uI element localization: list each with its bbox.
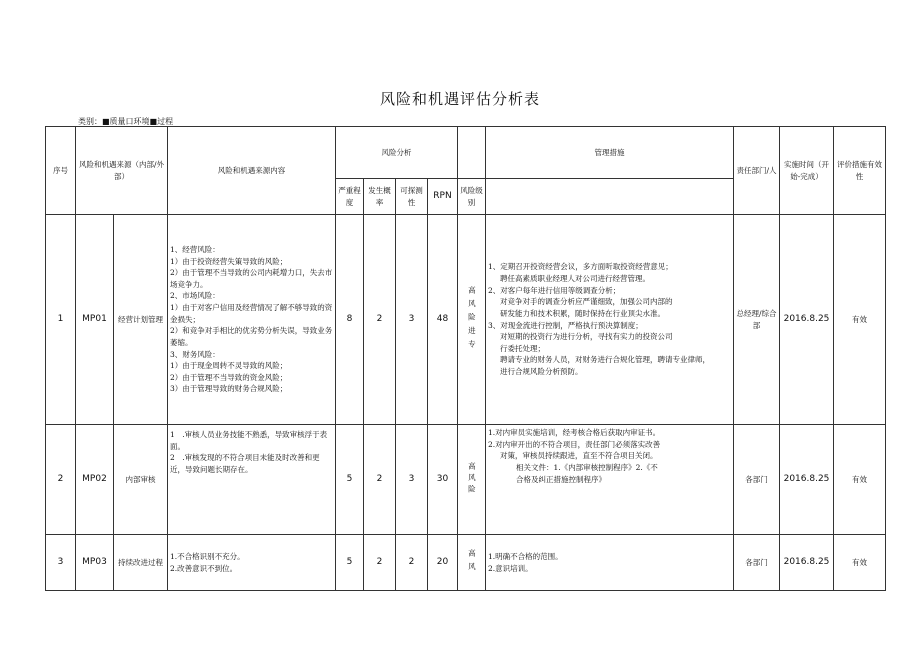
row-probability: 2: [364, 215, 396, 425]
row-owner: 各部门: [734, 535, 780, 591]
row-seq: 2: [46, 425, 76, 535]
row-content: 1 .审核人员业务技能不熟悉，导致审核浮于表面。 2 .审核发现的不符合项目未能及时改善和更近，导致问题长期存在。: [168, 425, 336, 535]
row-time: 2016.8.25: [780, 425, 834, 535]
row-severity: 5: [336, 535, 364, 591]
header-owner: 责任部门/人: [734, 127, 780, 215]
row-effectiveness: 有效: [834, 425, 886, 535]
row-rpn: 20: [428, 535, 458, 591]
row-detectability: 3: [396, 425, 428, 535]
header-level: 风险级别: [458, 179, 486, 215]
header-rpn: RPN: [428, 179, 458, 215]
header-effectiveness: 评价措施有效性: [834, 127, 886, 215]
header-seq: 序号: [46, 127, 76, 215]
row-level: 高风: [458, 535, 486, 591]
row-detectability: 3: [396, 215, 428, 425]
header-probability: 发生概率: [364, 179, 396, 215]
row-code: MP03: [76, 535, 114, 591]
row-rpn: 30: [428, 425, 458, 535]
row-severity: 8: [336, 215, 364, 425]
row-source: 持续改进过程: [114, 535, 168, 591]
row-content: 1、经营风险： 1）由于投资经营失策导致的风险； 2）由于管理不当导致的公司内耗增力口，失去市场竞争力。 2、市场风险： 1）由于对客户信用及经营情况了解不够导致的资金损失； 2）和竞争对手相比的优劣势分析失误，导致业务萎缩。 3、财务风险： 1）由于现金周转不灵导致的风险； 2）由于管理不当导致的资金风险； 3）由于管理导致的财务合规风险；: [168, 215, 336, 425]
row-effectiveness: 有效: [834, 535, 886, 591]
row-level: 高风险: [458, 425, 486, 535]
header-time: 实施时间（开始-完成）: [780, 127, 834, 215]
row-time: 2016.8.25: [780, 535, 834, 591]
row-source: 内部审核: [114, 425, 168, 535]
category-line: 类别：■质量口环境■过程: [78, 117, 174, 126]
row-measures: 1、定期召开投资经营会议，多方面听取投资经营意见； 聘任高素质职业经理人对公司进行经营管理。 2、对客户每年进行信用等级调查分析； 对竞争对手的调查分析应严谨细致，加强公司内部的 研发能力和技术积累，随时保持在行业顶尖水准。 3、对现金流进行控制，严格执行预决算制度； 对短期的投资行为进行分析，寻找有实力的投资公司 行委托处理； 聘请专业的财务人员，对财务进行合规化管理，聘请专业律师， 进行合规风险分析预防。: [486, 215, 734, 425]
row-measures: 1.对内审员实施培训，经考核合格后获取内审证书。 2.对内审开出的不符合项目，责任部门必须落实改善 对策，审核员持续跟进，直至不符合项目关闭。 相关文件：1.《内部审核控制程序》2.《不 合格及纠正措施控制程序》: [486, 425, 734, 535]
table-row: [46, 535, 886, 591]
header-content: 风险和机遇来源内容: [168, 127, 336, 215]
header-measures: 管理措施: [486, 127, 734, 179]
row-level: 高风险进专: [458, 215, 486, 425]
row-measures: 1.明确不合格的范围。 2.意识培训。: [486, 535, 734, 591]
row-source: 经营计划管理: [114, 215, 168, 425]
row-seq: 3: [46, 535, 76, 591]
row-seq: 1: [46, 215, 76, 425]
header-source: 风险和机遇来源（内部/外部）: [76, 127, 168, 215]
header-analysis: 风险分析: [336, 127, 458, 179]
row-effectiveness: 有效: [834, 215, 886, 425]
row-probability: 2: [364, 535, 396, 591]
header-severity: 严重程度: [336, 179, 364, 215]
row-time: 2016.8.25: [780, 215, 834, 425]
row-code: MP01: [76, 215, 114, 425]
table-row: [46, 215, 886, 425]
risk-table: [45, 126, 886, 591]
row-severity: 5: [336, 425, 364, 535]
row-owner: 总经理/综合部: [734, 215, 780, 425]
table-row: [46, 425, 886, 535]
row-content: 1.不合格识别不充分。 2.改善意识不到位。: [168, 535, 336, 591]
header-detectability: 可探测性: [396, 179, 428, 215]
page-title: 风险和机遇评估分析表: [379, 90, 540, 108]
row-probability: 2: [364, 425, 396, 535]
row-detectability: 2: [396, 535, 428, 591]
row-code: MP02: [76, 425, 114, 535]
row-rpn: 48: [428, 215, 458, 425]
row-owner: 各部门: [734, 425, 780, 535]
